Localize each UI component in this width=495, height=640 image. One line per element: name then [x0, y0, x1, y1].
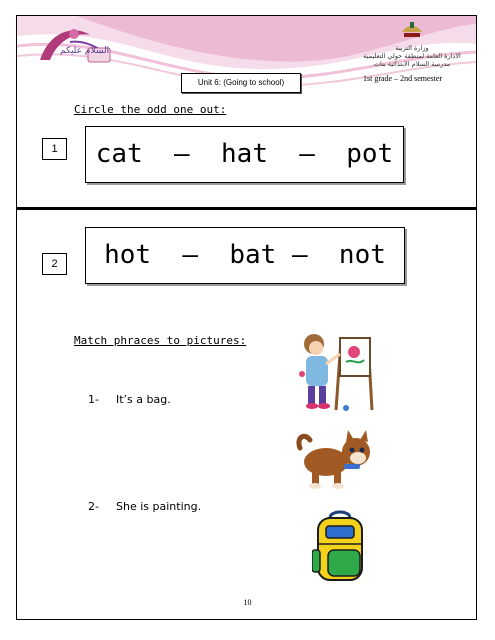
- match-instruction: Match phraces to pictures:: [74, 334, 247, 347]
- school-logo: [30, 20, 120, 70]
- backpack-icon[interactable]: [312, 508, 368, 584]
- match-item-1[interactable]: [88, 393, 171, 406]
- district-name: الادارة العامة لمنطقة حولي التعليمية: [363, 52, 461, 60]
- section-divider: [16, 207, 477, 210]
- word-box-2[interactable]: hot – bat – not: [85, 227, 405, 284]
- match-item-text: She is painting.: [116, 500, 202, 513]
- question-number-2: 2: [42, 253, 67, 275]
- word-box-1[interactable]: cat – hat – pot: [85, 126, 404, 183]
- logo-text: السلام عليكم: [60, 46, 110, 56]
- match-item-number: 2-: [88, 500, 99, 513]
- grade-label: 1st grade – 2nd semester: [363, 74, 443, 83]
- match-item-number: 1-: [88, 393, 99, 406]
- page-number: 10: [243, 598, 252, 607]
- ministry-emblem-icon: [400, 20, 424, 40]
- cat-icon[interactable]: [296, 428, 378, 490]
- odd-one-out-instruction: Circle the odd one out:: [74, 103, 227, 116]
- ministry-header: [362, 20, 462, 75]
- match-item-text: It’s a bag.: [116, 393, 171, 406]
- question-number-1: 1: [42, 138, 67, 160]
- unit-title: Unit 6: (Going to school): [181, 73, 301, 93]
- ministry-name: وزارة التربية: [395, 44, 429, 52]
- girl-painting-icon[interactable]: [296, 330, 376, 414]
- match-item-2[interactable]: [88, 500, 201, 513]
- school-name: مدرسة السلام الابتدائية بنات: [373, 60, 451, 68]
